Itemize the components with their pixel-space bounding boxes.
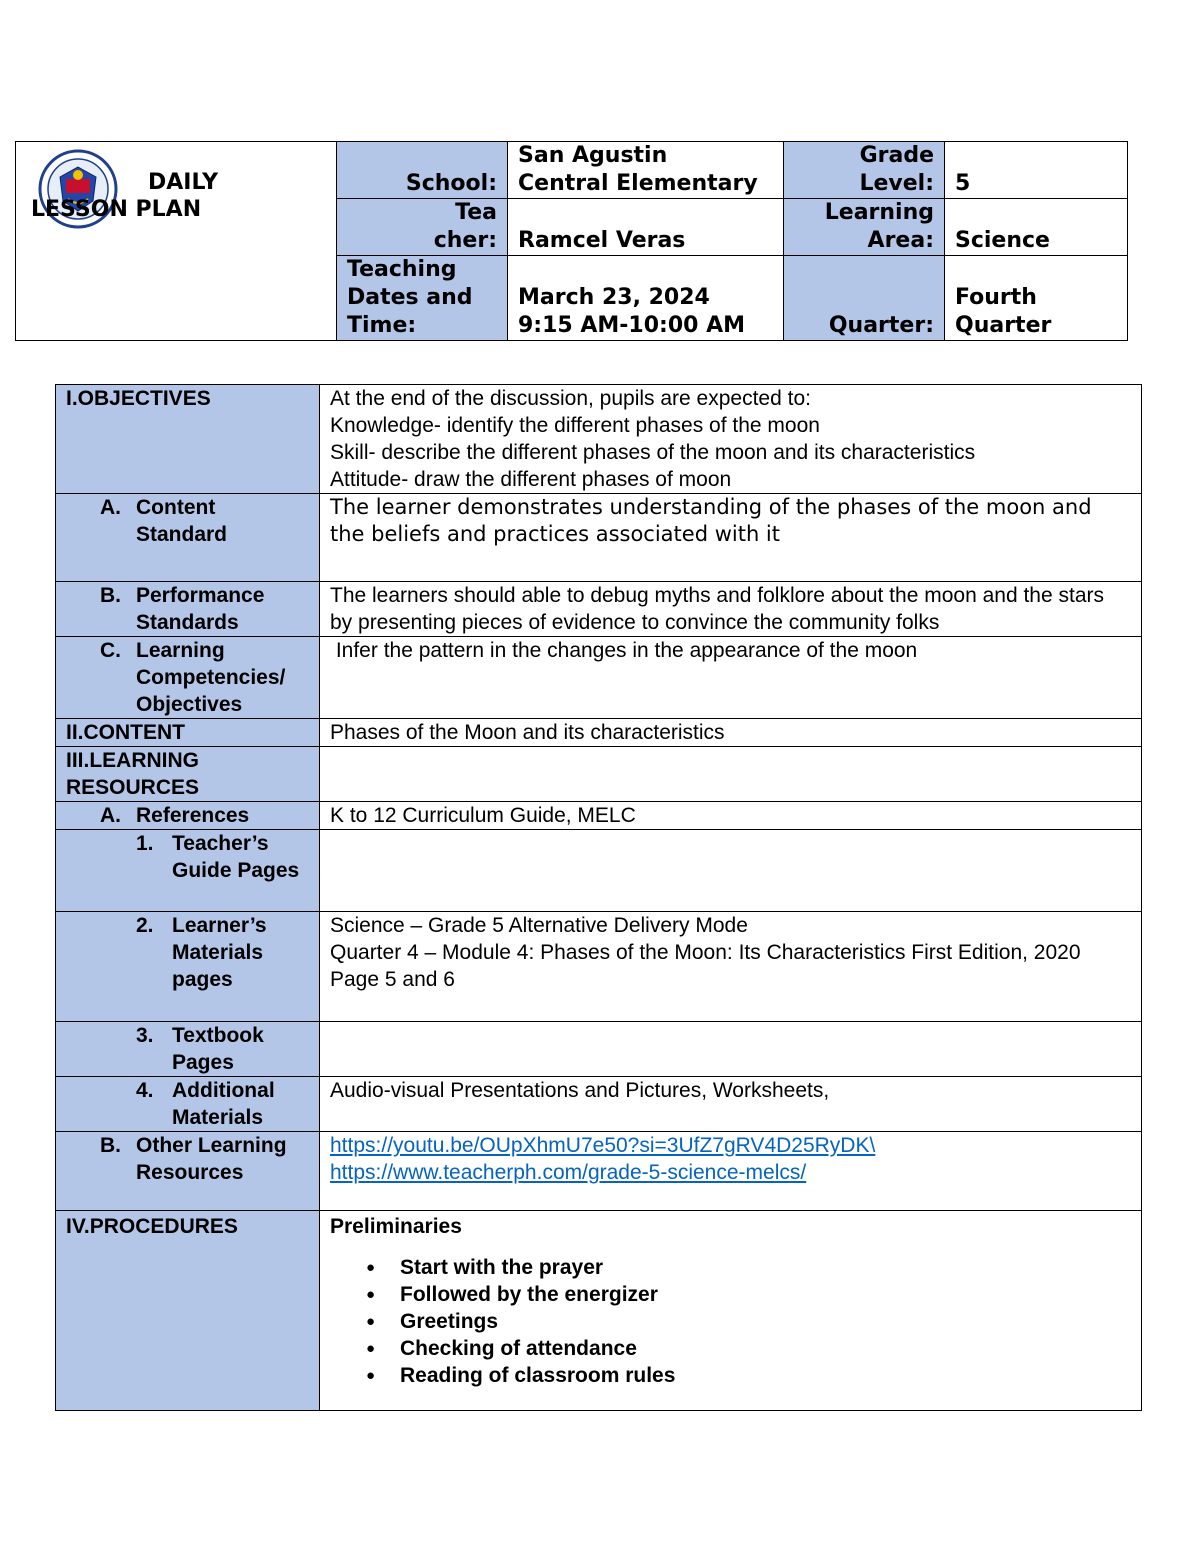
list-item: ● Reading of classroom rules bbox=[366, 1362, 1131, 1389]
additional-marker: 4. bbox=[136, 1079, 154, 1102]
textbook-value bbox=[320, 1022, 1142, 1077]
learners-materials-marker: 2. bbox=[136, 914, 154, 937]
dates-label: Teaching Dates and Time: bbox=[337, 256, 508, 341]
learners-materials-row bbox=[56, 912, 1142, 1022]
lesson-plan-table bbox=[55, 384, 1142, 1411]
procedures-list bbox=[330, 1254, 1131, 1389]
area-label: Learning Area: bbox=[784, 199, 945, 256]
references-label: References bbox=[136, 804, 250, 827]
quarter-label: Quarter: bbox=[784, 256, 945, 341]
textbook-marker: 3. bbox=[136, 1024, 154, 1047]
objective-attitude: Attitude- draw the different phases of moon bbox=[330, 468, 732, 491]
other-resources-label: Other Learning Resources bbox=[136, 1134, 287, 1184]
area-value: Science bbox=[945, 199, 1128, 256]
learning-resources-label: III.LEARNING RESOURCES bbox=[56, 747, 320, 802]
content-label: II.CONTENT bbox=[56, 719, 320, 747]
school-value: San Agustin Central Elementary bbox=[508, 142, 784, 199]
performance-standards-value: The learners should able to debug myths and folklore about the moon and the stars by presenting pieces of evidence to convince the community folks bbox=[320, 582, 1142, 637]
teachers-guide-value bbox=[320, 830, 1142, 912]
teachers-guide-marker: 1. bbox=[136, 832, 154, 855]
teachers-guide-label: Teacher’s Guide Pages bbox=[172, 832, 300, 882]
content-row bbox=[56, 719, 1142, 747]
learners-materials-value bbox=[320, 912, 1142, 1022]
school-label: School: bbox=[337, 142, 508, 199]
objective-knowledge: Knowledge- identify the different phases of the moon bbox=[330, 414, 820, 437]
list-item: ● Followed by the energizer bbox=[366, 1281, 1131, 1308]
header-table bbox=[15, 141, 1128, 341]
grade-value: 5 bbox=[945, 142, 1128, 199]
competencies-value: Infer the pattern in the changes in the appearance of the moon bbox=[320, 637, 1142, 719]
additional-label: Additional Materials bbox=[172, 1079, 275, 1129]
competencies-label: Learning Competencies/ Objectives bbox=[136, 639, 286, 716]
learners-materials-line-3: Page 5 and 6 bbox=[330, 968, 455, 991]
performance-standards-row bbox=[56, 582, 1142, 637]
references-marker: A. bbox=[100, 804, 121, 827]
objectives-label: I.OBJECTIVES bbox=[56, 385, 320, 494]
dates-value: March 23, 2024 9:15 AM-10:00 AM bbox=[508, 256, 784, 341]
objectives-value bbox=[320, 385, 1142, 494]
additional-materials-row bbox=[56, 1077, 1142, 1132]
teachers-guide-row bbox=[56, 830, 1142, 912]
competencies-row bbox=[56, 637, 1142, 719]
objective-skill: Skill- describe the different phases of the moon and its characteristics bbox=[330, 441, 976, 464]
grade-label: Grade Level: bbox=[784, 142, 945, 199]
content-standard-value: The learner demonstrates understanding of the phases of the moon and the beliefs and practices associated with it bbox=[320, 494, 1142, 582]
teacher-label: Tea cher: bbox=[337, 199, 508, 256]
learning-resources-row bbox=[56, 747, 1142, 802]
content-standard-marker: A. bbox=[100, 496, 121, 519]
title-line-2: LESSON PLAN bbox=[31, 197, 202, 222]
procedures-label: IV.PROCEDURES bbox=[56, 1211, 320, 1411]
procedures-heading: Preliminaries bbox=[330, 1215, 462, 1238]
performance-standards-label: Performance Standards bbox=[136, 584, 265, 634]
other-resources-value bbox=[320, 1132, 1142, 1211]
textbook-label: Textbook Pages bbox=[172, 1024, 264, 1074]
procedures-row bbox=[56, 1211, 1142, 1411]
objectives-row bbox=[56, 385, 1142, 494]
list-item: ● Start with the prayer bbox=[366, 1254, 1131, 1281]
objectives-intro: At the end of the discussion, pupils are expected to: bbox=[330, 387, 811, 410]
additional-value: Audio-visual Presentations and Pictures, Worksheets, bbox=[320, 1077, 1142, 1132]
youtube-link[interactable]: https://youtu.be/OUpXhmU7e50?si=3UfZ7gRV4D25RyDK\ bbox=[330, 1134, 876, 1157]
teacher-value: Ramcel Veras bbox=[508, 199, 784, 256]
quarter-value: Fourth Quarter bbox=[945, 256, 1128, 341]
content-value: Phases of the Moon and its characteristics bbox=[320, 719, 1142, 747]
references-value: K to 12 Curriculum Guide, MELC bbox=[320, 802, 1142, 830]
list-item: ● Greetings bbox=[366, 1308, 1131, 1335]
list-item: ● Checking of attendance bbox=[366, 1335, 1131, 1362]
textbook-row bbox=[56, 1022, 1142, 1077]
performance-standards-marker: B. bbox=[100, 584, 121, 607]
title-cell bbox=[16, 142, 337, 341]
references-row bbox=[56, 802, 1142, 830]
learners-materials-line-1: Science – Grade 5 Alternative Delivery Mode bbox=[330, 914, 748, 937]
learners-materials-label: Learner’s Materials pages bbox=[172, 914, 267, 991]
other-resources-marker: B. bbox=[100, 1134, 121, 1157]
other-resources-row bbox=[56, 1132, 1142, 1211]
learners-materials-line-2: Quarter 4 – Module 4: Phases of the Moon: Its Characteristics First Edition, 2020 bbox=[330, 941, 1081, 964]
learning-resources-value bbox=[320, 747, 1142, 802]
content-standard-label: Content Standard bbox=[136, 496, 228, 546]
competencies-marker: C. bbox=[100, 639, 121, 662]
title-line-1: DAILY bbox=[148, 170, 218, 195]
teacherph-link[interactable]: https://www.teacherph.com/grade-5-science-melcs/ bbox=[330, 1161, 807, 1184]
content-standard-row bbox=[56, 494, 1142, 582]
